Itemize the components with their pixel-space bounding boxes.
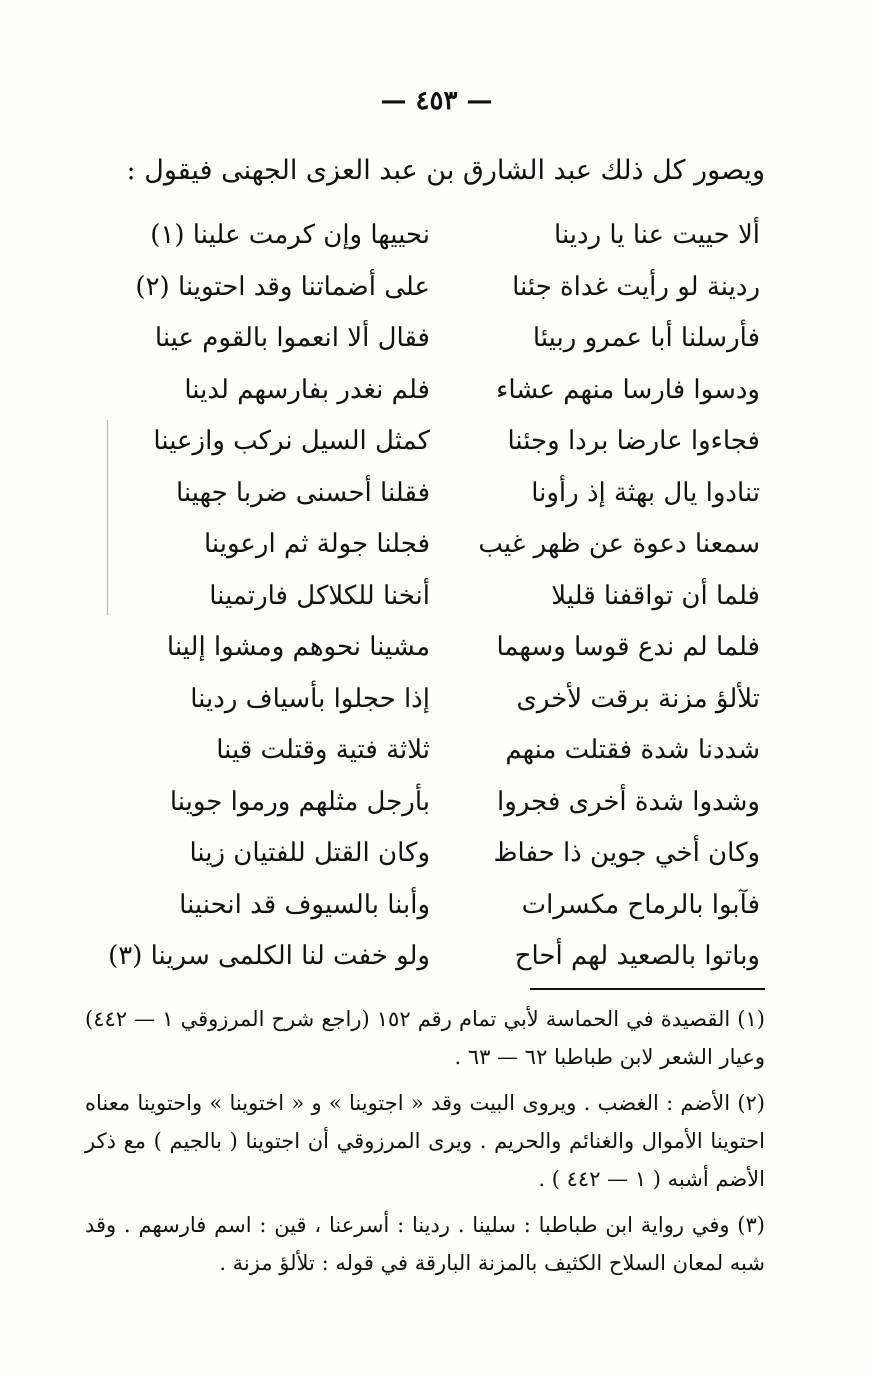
verse — [100, 478, 780, 530]
hemistich-first: وكان أخي جوين ذا حفاظ — [493, 838, 760, 868]
verse — [100, 735, 780, 787]
footnote-2: (٢) الأضم : الغضب . ويروى البيت وقد « اجتوينا » و « اختوينا » واحتوينا معناه احتوينا الأموال والغنائم والحريم . ويرى المرزوقي أن اجتوينا ( بالجيم ) مع ذكر الأضم أشبه ( ١ — ٤٤٢ ) . — [85, 1091, 765, 1191]
page-number: — ٤٥٣ — — [380, 86, 493, 116]
hemistich-second: فقلنا أحسنى ضربا جهينا — [175, 477, 430, 508]
margin-rule — [107, 420, 108, 615]
hemistich-second: فلم نغدر بفارسهم لدينا — [184, 374, 430, 405]
hemistich-first: فلما لم ندع قوسا وسهما — [496, 632, 760, 662]
hemistich-second: فقال ألا انعموا بالقوم عينا — [154, 323, 430, 353]
hemistich-second: وأبنا بالسيوف قد انحنينا — [179, 889, 430, 920]
verse — [100, 529, 780, 581]
hemistich-second: أنخنا للكلاكل فارتمينا — [209, 580, 430, 611]
hemistich-first: ردينة لو رأيت غداة جئنا — [512, 271, 760, 302]
verse — [100, 684, 780, 736]
hemistich-first: سمعنا دعوة عن ظهر غيب — [478, 529, 760, 559]
verse — [100, 838, 780, 890]
verse — [100, 787, 780, 839]
hemistich-first: فلما أن تواقفنا قليلا — [551, 580, 760, 611]
verse — [100, 581, 780, 633]
hemistich-first: ألا حييت عنا يا ردينا — [554, 220, 760, 250]
intro-line: ويصور كل ذلك عبد الشارق بن عبد العزى الجهنى فيقول : — [126, 155, 765, 186]
footnote-3: (٣) وفي رواية ابن طباطبا : سلينا . ردينا : أسرعنا ، قين : اسم فارسهم . وقد شبه لمعان السلاح الكثيف بالمزنة البارقة في قوله : تلألؤ مزنة . — [85, 1213, 765, 1275]
hemistich-first: وشدوا شدة أخرى فجروا — [497, 786, 760, 817]
hemistich-second: مشينا نحوهم ومشوا إلينا — [166, 632, 430, 662]
verse — [100, 323, 780, 375]
hemistich-second: فجلنا جولة ثم ارعوينا — [203, 529, 430, 559]
poem — [100, 220, 780, 993]
verse — [100, 426, 780, 478]
verse — [100, 375, 780, 427]
verse — [100, 941, 780, 993]
verse — [100, 272, 780, 324]
hemistich-second: ثلاثة فتية وقتلت قينا — [216, 735, 430, 765]
hemistich-first: وباتوا بالصعيد لهم أحاح — [514, 941, 760, 971]
hemistich-first: فجاءوا عارضا بردا وجئنا — [507, 426, 760, 456]
verse — [100, 632, 780, 684]
hemistich-first: تلألؤ مزنة برقت لأخرى — [516, 683, 760, 714]
footnotes — [85, 1000, 765, 1290]
hemistich-second: كمثل السيل نركب وازعينا — [153, 426, 430, 456]
verse — [100, 220, 780, 272]
footnote-1: (١) القصيدة في الحماسة لأبي تمام رقم ١٥٢ (راجع شرح المرزوقي ١ — ٤٤٢) وعيار الشعر لابن طباطبا ٦٢ — ٦٣ . — [85, 1007, 765, 1069]
footnote-separator — [530, 988, 765, 990]
hemistich-first: ودسوا فارسا منهم عشاء — [496, 374, 760, 405]
hemistich-second: على أضماتنا وقد احتوينا (٢) — [135, 271, 430, 302]
hemistich-first: فأرسلنا أبا عمرو ربيئا — [532, 323, 760, 353]
hemistich-second: نحييها وإن كرمت علينا (١) — [150, 220, 430, 250]
hemistich-second: وكان القتل للفتيان زينا — [189, 838, 430, 868]
hemistich-first: فآبوا بالرماح مكسرات — [521, 889, 760, 920]
hemistich-first: شددنا شدة فقتلت منهم — [505, 735, 760, 765]
hemistich-first: تنادوا يال بهثة إذ رأونا — [531, 477, 760, 508]
hemistich-second: بأرجل مثلهم ورموا جوينا — [169, 786, 430, 817]
hemistich-second: إذا حجلوا بأسياف ردينا — [190, 683, 430, 714]
verse — [100, 890, 780, 942]
hemistich-second: ولو خفت لنا الكلمى سرينا (٣) — [108, 941, 430, 971]
